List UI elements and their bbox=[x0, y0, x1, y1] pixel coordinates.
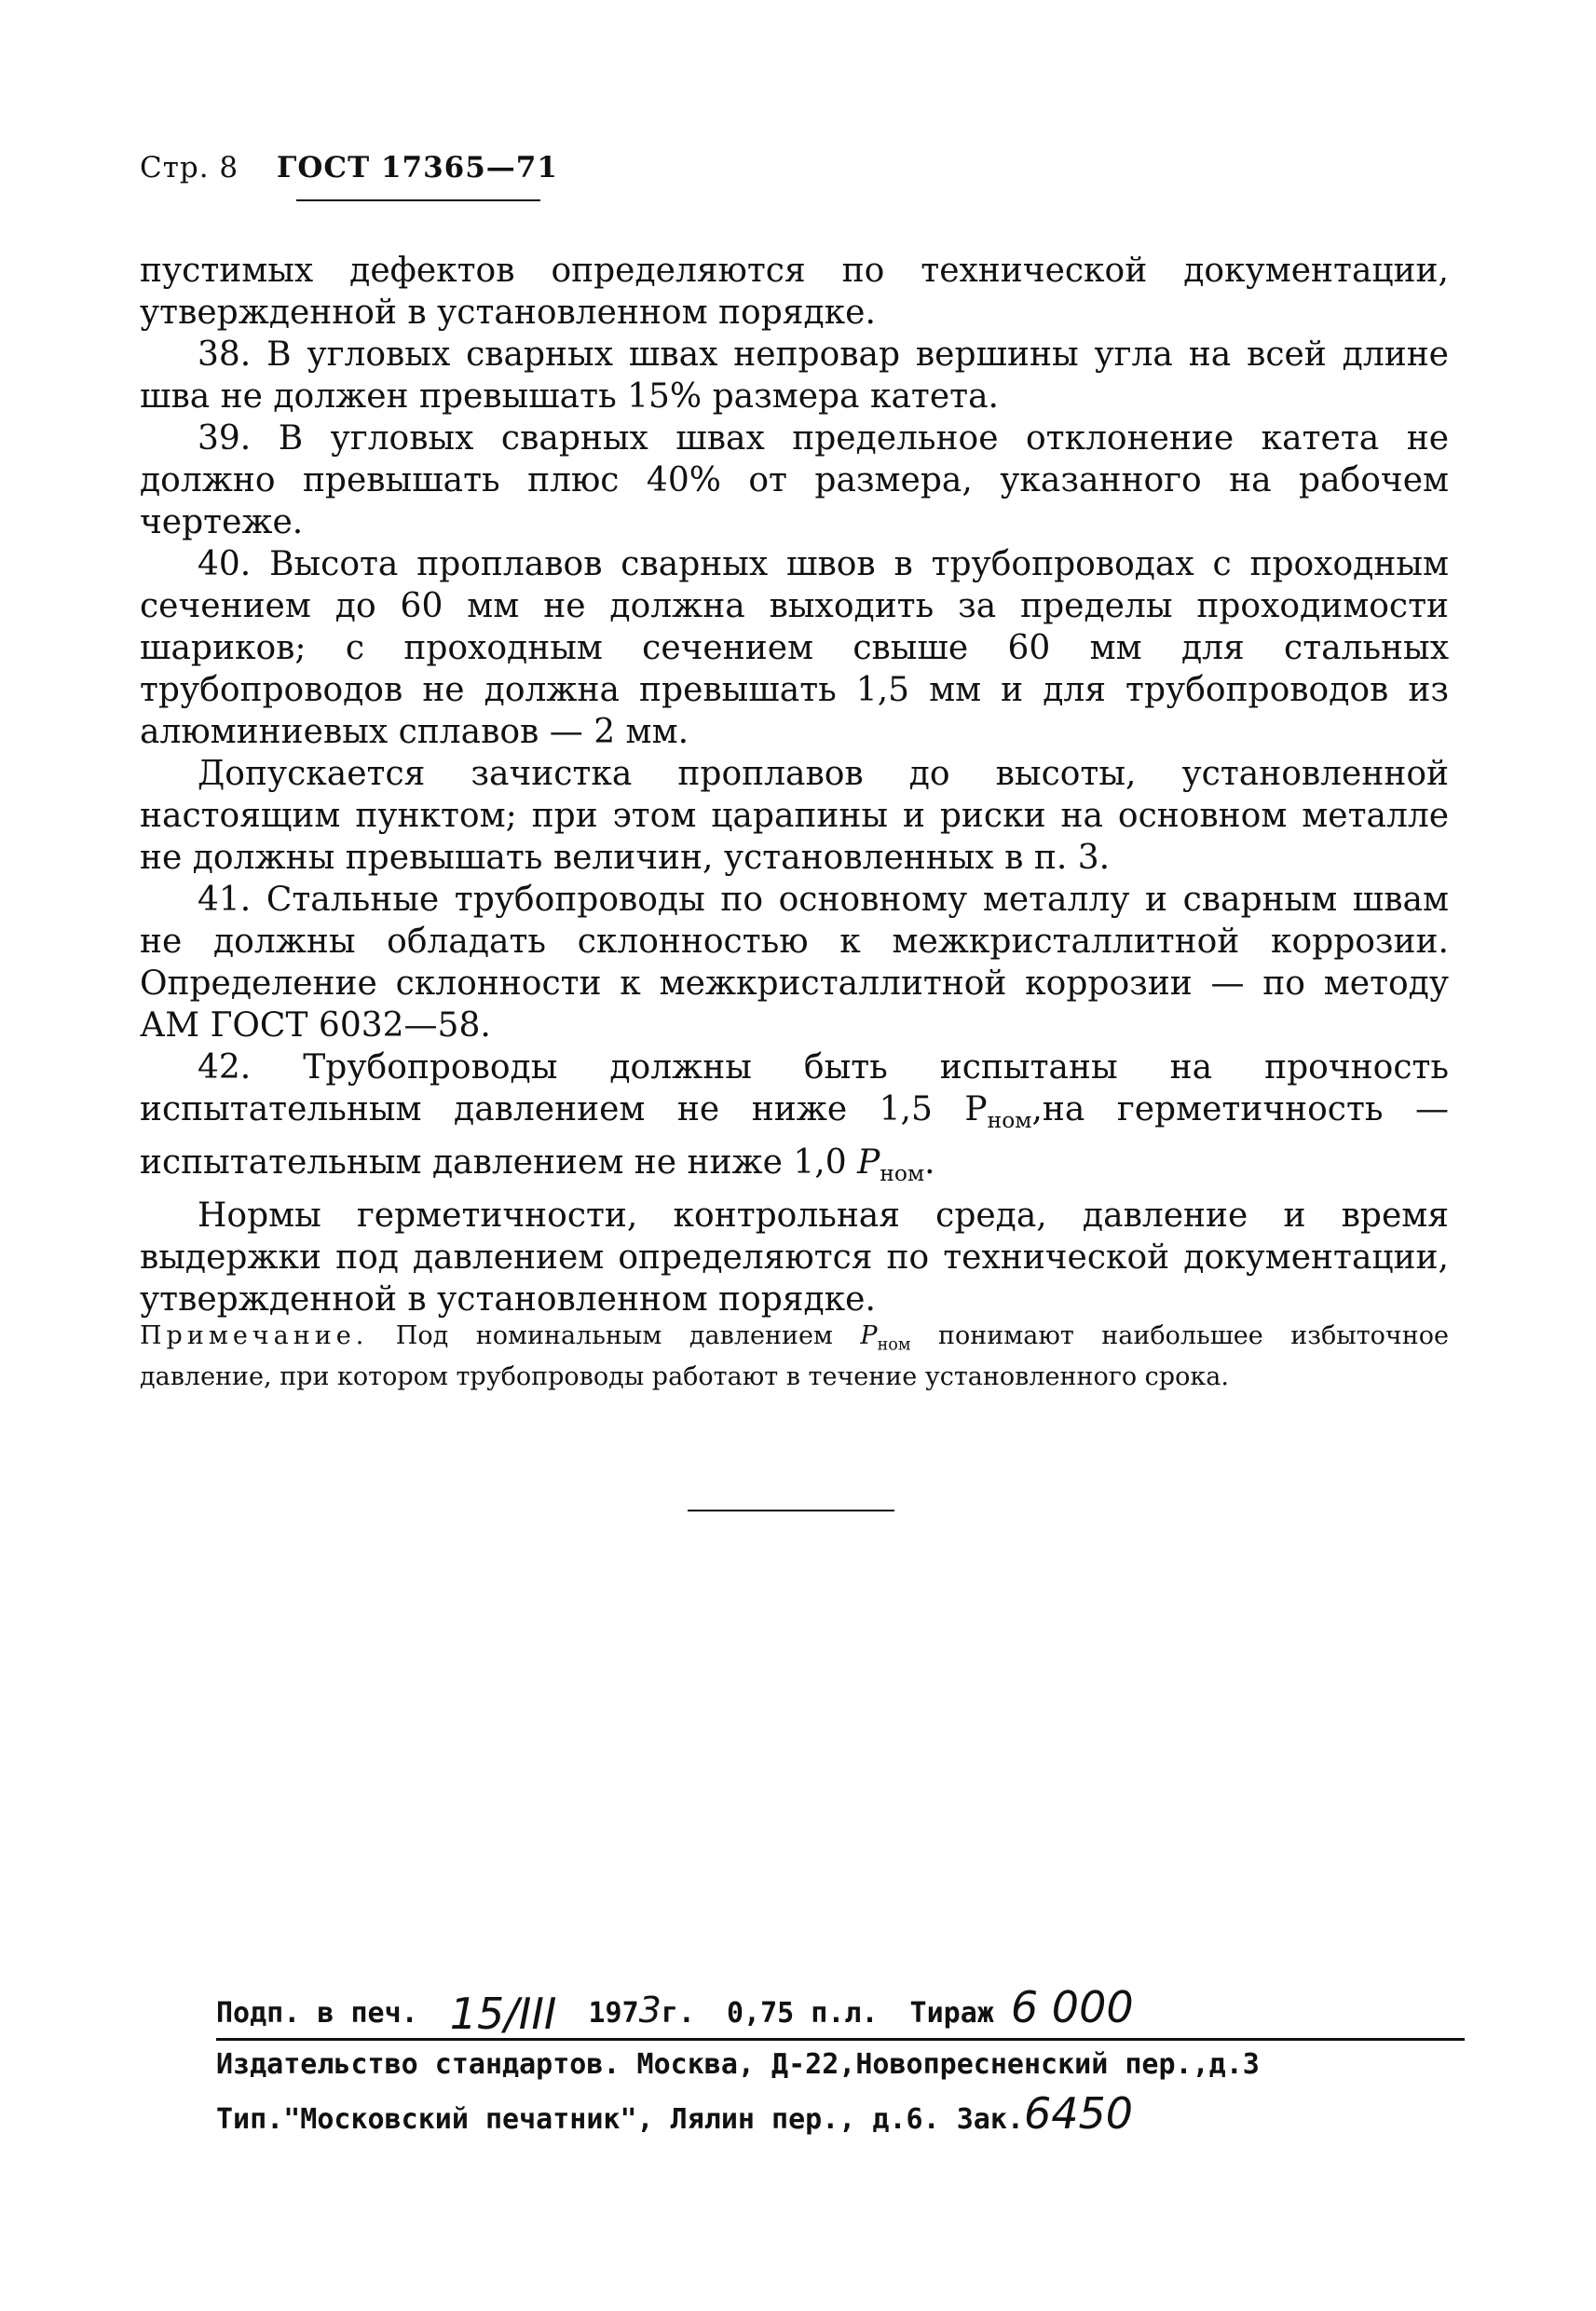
order-number: 6450 bbox=[1023, 2088, 1134, 2139]
paragraph-42: 42. Трубопроводы должны быть испытаны на прочность испытательным давлением не ниже 1,5 $Р_{ном},на$ герметичность — испытательным давлением не ниже 1,0 $Р_{ном}$. bbox=[140, 1048, 1449, 1187]
header-rule bbox=[296, 199, 540, 201]
sign-date: 15/III bbox=[449, 1989, 557, 2039]
standard-number: ГОСТ 17365—71 bbox=[277, 151, 558, 185]
paragraph-norms: Нормы герметичности, контрольная среда, давление и время выдержки под давлением определяются по технической документации, утвержденной в установленном порядке. bbox=[140, 1197, 1449, 1320]
note-label: Примечание. bbox=[140, 1321, 369, 1351]
paragraph-41: 41. Стальные трубопроводы по основному металлу и сварным швам не должны обладать склонностью к межкристаллитной коррозии. Определение склонности к межкристаллитной коррозии — по методу АМ ГОСТ 6032—58. bbox=[140, 881, 1449, 1045]
document-body bbox=[140, 250, 1449, 1392]
paragraph-40-addendum: Допускается зачистка проплавов до высоты, установленной настоящим пунктом; при этом царапины и риски на основном металле не должны превышать величин, установленных в п. 3. bbox=[140, 755, 1449, 877]
imprint-line-3: Тип."Московский печатник", Лялин пер., д.6. Зак.6450 bbox=[216, 2088, 1134, 2139]
paragraph-39: 39. В угловых сварных швах предельное отклонение катета не должно превышать плюс 40% от размера, указанного на рабочем чертеже. bbox=[140, 419, 1449, 541]
paragraph-40: 40. Высота проплавов сварных швов в трубопроводах с проходным сечением до 60 мм не должна выходить за пределы проходимости шариков; с проходным сечением свыше 60 мм для стальных трубопроводов не должна превышать 1,5 мм и для трубопроводов из алюминиевых сплавов — 2 мм. bbox=[140, 545, 1449, 751]
volume: 0,75 п.л. bbox=[726, 1997, 879, 2030]
section-end-rule bbox=[688, 1510, 894, 1511]
paragraph-38: 38. В угловых сварных швах непровар вершины угла на всей длине шва не должен превышать 15% размера катета. bbox=[140, 335, 1449, 416]
imprint-line-1 bbox=[216, 1983, 1465, 2041]
year: 1973г. bbox=[588, 1990, 695, 2031]
page-header bbox=[140, 151, 558, 185]
print-run: Тираж 6 000 bbox=[909, 1982, 1134, 2032]
page-number: Стр. 8 bbox=[140, 151, 239, 185]
imprint-line-2: Издательство стандартов. Москва, Д-22,Новопресненский пер.,д.3 bbox=[216, 2048, 1260, 2081]
paragraph-continuation: пустимых дефектов определяются по технической документации, утвержденной в установленном порядке. bbox=[140, 252, 1449, 332]
note: Примечание. Под номинальным давлением $Р_{ном}$ понимают наибольшее избыточное давление, при котором трубопроводы работают в течение установленного срока. bbox=[140, 1321, 1449, 1391]
sign-label: Подп. в печ. bbox=[216, 1997, 418, 2030]
imprint-block bbox=[216, 1983, 1465, 2144]
